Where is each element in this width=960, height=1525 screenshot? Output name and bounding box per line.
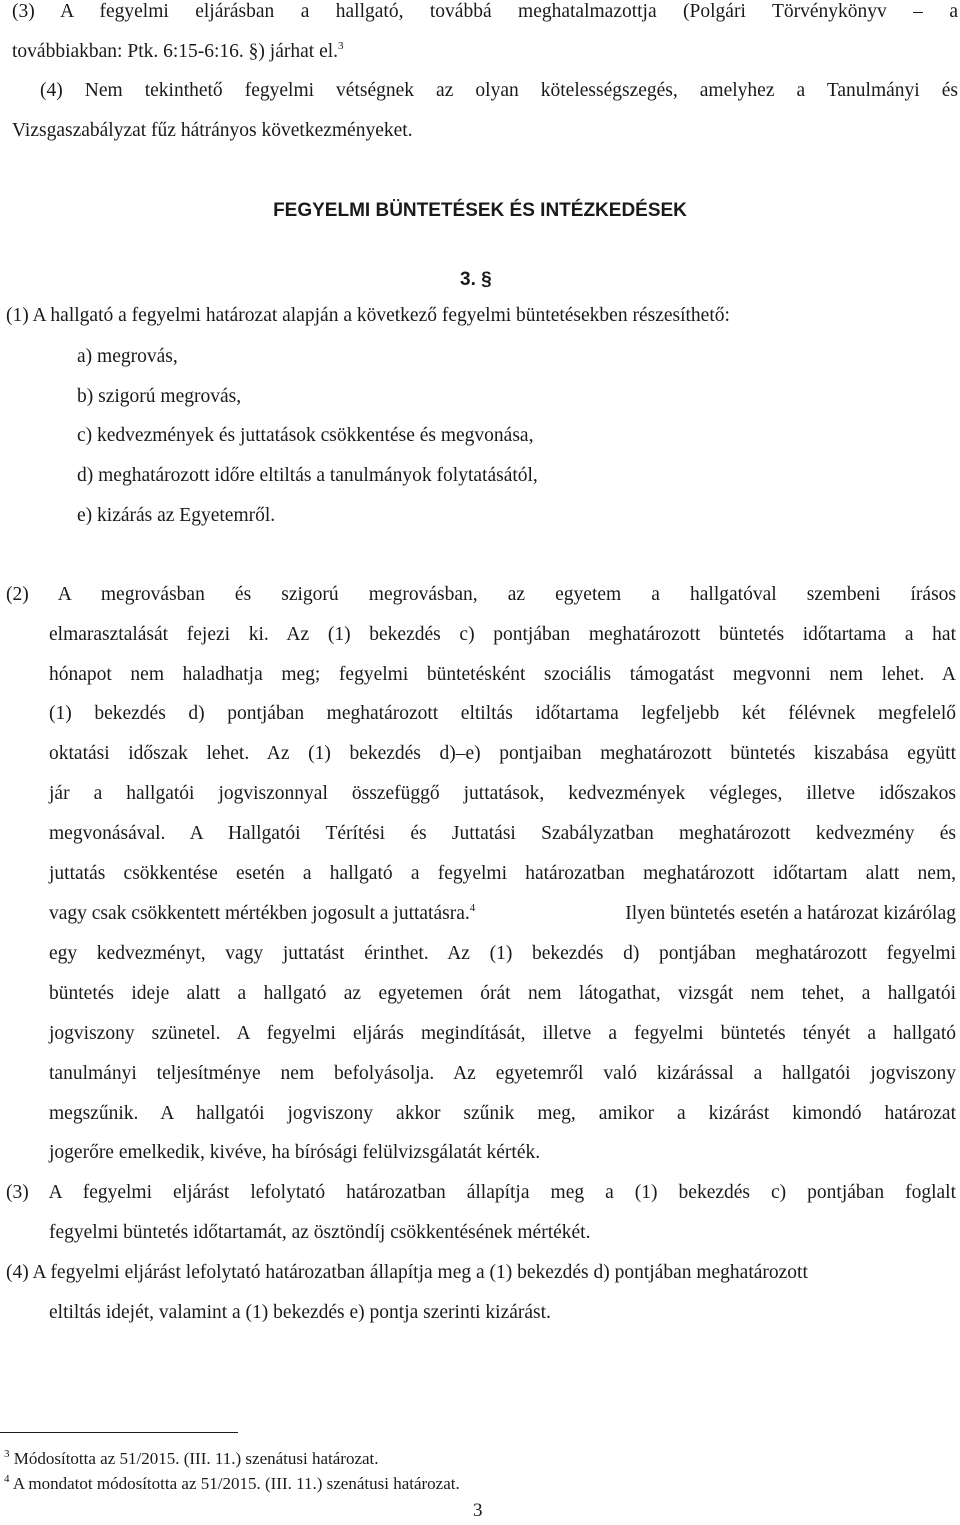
paragraph-3-line-2 [12, 40, 344, 64]
section-number: 3. § [460, 269, 492, 290]
s3-line-2: fegyelmi büntetés időtartamát, az ösztöndíj csökkentésének mértékét. [49, 1222, 591, 1243]
footnote-4-number: 4 [4, 1473, 10, 1485]
footnote-3 [4, 1449, 379, 1469]
footnote-4-text: A mondatot módosította az 51/2015. (III. 11.) szenátusi határozat. [12, 1474, 460, 1493]
s2-line-6: jár a hallgatói jogviszonnyal összefüggő juttatások, kedvezmények végleges, illetve időszakos [49, 783, 956, 804]
s2-line-9-part-b: Ilyen büntetés esetén a határozat kizárólag [625, 903, 956, 924]
s1-item-a: a) megrovás, [77, 346, 178, 367]
s2-line-9 [49, 902, 956, 926]
footnote-3-number: 3 [4, 1448, 10, 1460]
s1-item-e: e) kizárás az Egyetemről. [77, 505, 276, 526]
s4-line-2: eltiltás idejét, valamint a (1) bekezdés e) pontja szerinti kizárást. [49, 1302, 551, 1323]
s2-line-11: büntetés ideje alatt a hallgató az egyetemen órát nem látogathat, vizsgát nem tehet, a hallgatói [49, 983, 956, 1004]
s2-line-2: elmarasztalását fejezi ki. Az (1) bekezdés c) pontjában meghatározott büntetés időtartama a hat [49, 624, 956, 645]
s1-item-d: d) meghatározott időre eltiltás a tanulmányok folytatásától, [77, 465, 538, 486]
s2-line-14: megszűnik. A hallgatói jogviszony akkor szűnik meg, amikor a kizárást kimondó határozat [49, 1103, 956, 1124]
s2-line-15: jogerőre emelkedik, kivéve, ha bírósági felülvizsgálatát kérték. [49, 1142, 541, 1163]
s2-line-4: (1) bekezdés d) pontjában meghatározott eltiltás időtartama legfeljebb két félévnek megfelelő [49, 703, 956, 724]
s2-line-9-part-a [49, 902, 475, 926]
s2-line-8: juttatás csökkentése esetén a hallgató a fegyelmi határozatban meghatározott időtartam alatt nem, [49, 863, 956, 884]
s3-line-1: (3) A fegyelmi eljárást lefolytató határozatban állapítja meg a (1) bekezdés c) pontjában foglalt [6, 1182, 956, 1203]
s2-line-9-text-a: vagy csak csökkentett mértékben jogosult a juttatásra. [49, 903, 470, 924]
s2-line-7: megvonásával. A Hallgatói Térítési és Juttatási Szabályzatban meghatározott kedvezmény és [49, 823, 956, 844]
footnote-4 [4, 1474, 460, 1494]
s2-line-10: egy kedvezményt, vagy juttatást érinthet. Az (1) bekezdés d) pontjában meghatározott fegyelmi [49, 943, 956, 964]
s2-line-12: jogviszony szünetel. A fegyelmi eljárás megindítását, illetve a fegyelmi büntetés tényét a hallgató [49, 1023, 956, 1044]
footnote-3-text: Módosította az 51/2015. (III. 11.) szenátusi határozat. [13, 1449, 379, 1468]
s2-line-5: oktatási időszak lehet. Az (1) bekezdés d)–e) pontjaiban meghatározott büntetés kiszabása együtt [49, 743, 956, 764]
footnote-divider [0, 1432, 238, 1433]
footnote-ref-3[interactable]: 3 [338, 40, 344, 52]
s1-intro: (1) A hallgató a fegyelmi határozat alapján a következő fegyelmi büntetésekben részesíthető: [6, 305, 730, 326]
paragraph-4-line-2: Vizsgaszabályzat fűz hátrányos következményeket. [12, 120, 413, 141]
s1-item-b: b) szigorú megrovás, [77, 386, 242, 407]
paragraph-3-line-1: (3) A fegyelmi eljárásban a hallgató, továbbá meghatalmazottja (Polgári Törvénykönyv – a [12, 1, 958, 22]
s2-line-3: hónapot nem haladhatja meg; fegyelmi büntetésként szociális támogatást megvonni nem lehet. A [49, 664, 956, 685]
s4-line-1: (4) A fegyelmi eljárást lefolytató határozatban állapítja meg a (1) bekezdés d) pontjában meghatározott [6, 1262, 808, 1283]
paragraph-3-text: továbbiakban: Ptk. 6:15-6:16. §) járhat el. [12, 41, 339, 62]
section-heading: FEGYELMI BÜNTETÉSEK ÉS INTÉZKEDÉSEK [273, 200, 687, 221]
footnote-ref-4[interactable]: 4 [469, 902, 476, 914]
page-number: 3 [473, 1500, 483, 1521]
s2-line-13: tanulmányi teljesítménye nem befolyásolja. Az egyetemről való kizárással a hallgatói jogviszony [49, 1063, 956, 1084]
s2-line-1: (2) A megrovásban és szigorú megrovásban, az egyetem a hallgatóval szembeni írásos [6, 584, 956, 605]
paragraph-4-line-1: (4) Nem tekinthető fegyelmi vétségnek az olyan kötelességszegés, amelyhez a Tanulmányi és [40, 80, 958, 101]
s1-item-c: c) kedvezmények és juttatások csökkentése és megvonása, [77, 425, 534, 446]
